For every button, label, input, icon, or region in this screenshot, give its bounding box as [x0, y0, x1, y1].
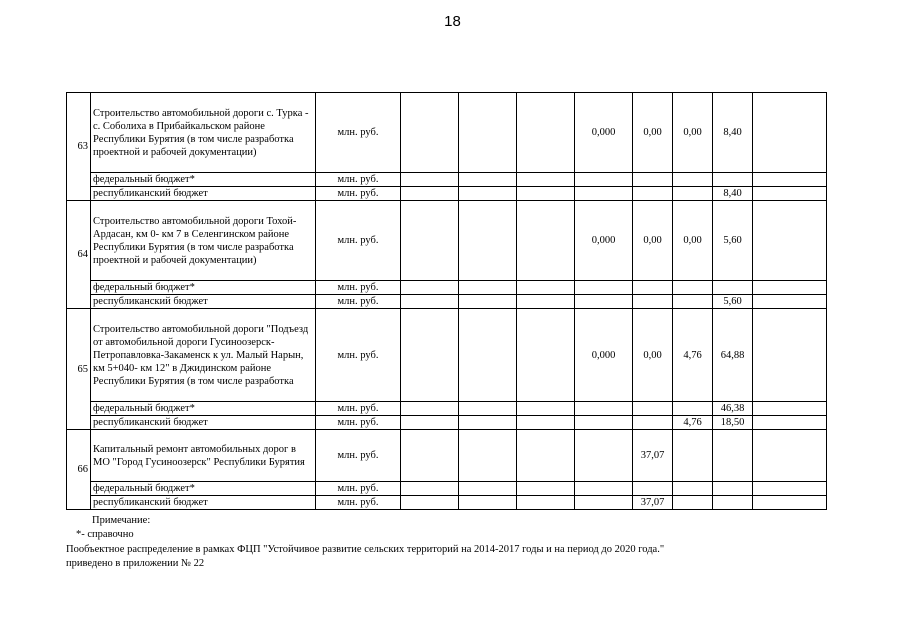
table-row [67, 201, 827, 281]
value-cell [401, 416, 459, 430]
value-cell [401, 482, 459, 496]
footnote-marker: *- [76, 529, 85, 540]
value-cell [517, 402, 575, 416]
budget-source-label: федеральный бюджет* [91, 173, 316, 187]
value-cell [401, 295, 459, 309]
value-cell [753, 295, 827, 309]
value-cell [459, 416, 517, 430]
value-cell [401, 187, 459, 201]
budget-source-label: федеральный бюджет* [91, 482, 316, 496]
value-cell [517, 187, 575, 201]
value-cell [633, 281, 673, 295]
value-cell [517, 309, 575, 402]
value-cell [673, 173, 713, 187]
value-cell [633, 295, 673, 309]
unit-cell: млн. руб. [316, 309, 401, 402]
value-cell [459, 496, 517, 510]
value-cell [673, 295, 713, 309]
value-cell [575, 295, 633, 309]
value-cell [517, 173, 575, 187]
value-cell [575, 402, 633, 416]
row-number: 65 [67, 309, 91, 430]
value-cell [753, 281, 827, 295]
value-cell: 0,000 [575, 309, 633, 402]
value-cell [753, 93, 827, 173]
budget-source-label: республиканский бюджет [91, 496, 316, 510]
value-cell: 4,76 [673, 309, 713, 402]
table-subrow [67, 173, 827, 187]
value-cell [673, 281, 713, 295]
unit-cell: млн. руб. [316, 482, 401, 496]
value-cell [459, 281, 517, 295]
value-cell: 0,000 [575, 201, 633, 281]
value-cell: 0,00 [633, 201, 673, 281]
value-cell [575, 496, 633, 510]
table-row [67, 93, 827, 173]
table-subrow [67, 496, 827, 510]
budget-source-label: республиканский бюджет [91, 416, 316, 430]
value-cell [575, 416, 633, 430]
value-cell: 0,00 [633, 309, 673, 402]
table-subrow [67, 402, 827, 416]
table-row [67, 430, 827, 482]
value-cell [713, 482, 753, 496]
row-number: 66 [67, 430, 91, 510]
value-cell [517, 295, 575, 309]
value-cell [673, 187, 713, 201]
value-cell [575, 430, 633, 482]
table-subrow [67, 416, 827, 430]
unit-cell: млн. руб. [316, 402, 401, 416]
value-cell: 0,00 [673, 93, 713, 173]
value-cell [517, 201, 575, 281]
value-cell [401, 309, 459, 402]
budget-source-label: республиканский бюджет [91, 295, 316, 309]
table-subrow [67, 295, 827, 309]
budget-source-label: федеральный бюджет* [91, 281, 316, 295]
object-title: Строительство автомобильной дороги с. Турка - с. Соболиха в Прибайкальском районе Республики Бурятия (в том числе разработка проектной и рабочей документации) [91, 93, 316, 173]
value-cell [753, 309, 827, 402]
value-cell: 5,60 [713, 201, 753, 281]
object-title: Строительство автомобильной дороги "Подъезд от автомобильной дороги Гусиноозерск-Петропавловка-Закаменск к ул. Малый Нарын, км 5+040- км 12" в Джидинском районе Республики Бурятия (в том числе разработка [91, 309, 316, 402]
value-cell [673, 430, 713, 482]
value-cell [575, 187, 633, 201]
value-cell [753, 187, 827, 201]
table-subrow [67, 187, 827, 201]
value-cell [459, 402, 517, 416]
value-cell [633, 187, 673, 201]
unit-cell: млн. руб. [316, 430, 401, 482]
value-cell [517, 482, 575, 496]
unit-cell: млн. руб. [316, 187, 401, 201]
object-title: Капитальный ремонт автомобильных дорог в МО "Город Гусиноозерск" Республики Бурятия [91, 430, 316, 482]
table-subrow [67, 281, 827, 295]
notes-section [66, 514, 664, 571]
value-cell [633, 482, 673, 496]
value-cell: 8,40 [713, 93, 753, 173]
value-cell [713, 430, 753, 482]
value-cell [459, 430, 517, 482]
row-number: 63 [67, 93, 91, 201]
unit-cell: млн. руб. [316, 201, 401, 281]
value-cell [633, 416, 673, 430]
row-number: 64 [67, 201, 91, 309]
value-cell [753, 430, 827, 482]
value-cell [459, 482, 517, 496]
budget-table [66, 92, 827, 510]
page-number: 18 [444, 13, 461, 30]
value-cell [713, 173, 753, 187]
value-cell [517, 93, 575, 173]
value-cell: 46,38 [713, 402, 753, 416]
unit-cell: млн. руб. [316, 173, 401, 187]
value-cell [459, 295, 517, 309]
value-cell [401, 201, 459, 281]
value-cell [459, 93, 517, 173]
value-cell [401, 402, 459, 416]
value-cell [401, 430, 459, 482]
value-cell [459, 173, 517, 187]
unit-cell: млн. руб. [316, 416, 401, 430]
value-cell: 8,40 [713, 187, 753, 201]
budget-source-label: федеральный бюджет* [91, 402, 316, 416]
value-cell: 37,07 [633, 430, 673, 482]
value-cell: 64,88 [713, 309, 753, 402]
value-cell [673, 482, 713, 496]
value-cell [753, 173, 827, 187]
unit-cell: млн. руб. [316, 496, 401, 510]
value-cell [459, 187, 517, 201]
object-title: Строительство автомобильной дороги Тохой-Ардасан, км 0- км 7 в Селенгинском районе Республики Бурятия (в том числе разработка проектной и рабочей документации) [91, 201, 316, 281]
value-cell [633, 173, 673, 187]
unit-cell: млн. руб. [316, 281, 401, 295]
value-cell [401, 93, 459, 173]
value-cell [753, 416, 827, 430]
value-cell: 18,50 [713, 416, 753, 430]
table-row [67, 309, 827, 402]
value-cell [401, 496, 459, 510]
value-cell [753, 496, 827, 510]
value-cell: 4,76 [673, 416, 713, 430]
value-cell [517, 430, 575, 482]
value-cell: 0,00 [633, 93, 673, 173]
value-cell [517, 496, 575, 510]
value-cell [459, 309, 517, 402]
value-cell [575, 482, 633, 496]
value-cell [753, 482, 827, 496]
value-cell: 0,00 [673, 201, 713, 281]
footnote-text: справочно [87, 529, 134, 540]
value-cell [575, 173, 633, 187]
value-cell [401, 173, 459, 187]
unit-cell: млн. руб. [316, 295, 401, 309]
notes-label: Примечание: [92, 515, 151, 526]
value-cell [401, 281, 459, 295]
value-cell: 37,07 [633, 496, 673, 510]
value-cell [673, 496, 713, 510]
unit-cell: млн. руб. [316, 93, 401, 173]
footnote-item [66, 528, 664, 542]
value-cell [753, 201, 827, 281]
notes-line-2: приведено в приложении № 22 [66, 558, 205, 569]
value-cell [633, 402, 673, 416]
value-cell: 0,000 [575, 93, 633, 173]
value-cell [459, 201, 517, 281]
value-cell [575, 281, 633, 295]
value-cell [713, 281, 753, 295]
value-cell [713, 496, 753, 510]
value-cell [673, 402, 713, 416]
value-cell [517, 416, 575, 430]
budget-source-label: республиканский бюджет [91, 187, 316, 201]
value-cell: 5,60 [713, 295, 753, 309]
value-cell [517, 281, 575, 295]
notes-line-1: Пообъектное распределение в рамках ФЦП "Устойчивое развитие сельских территорий на 2014-2017 годы и на период до 2020 года." [66, 544, 665, 555]
value-cell [753, 402, 827, 416]
table-subrow [67, 482, 827, 496]
